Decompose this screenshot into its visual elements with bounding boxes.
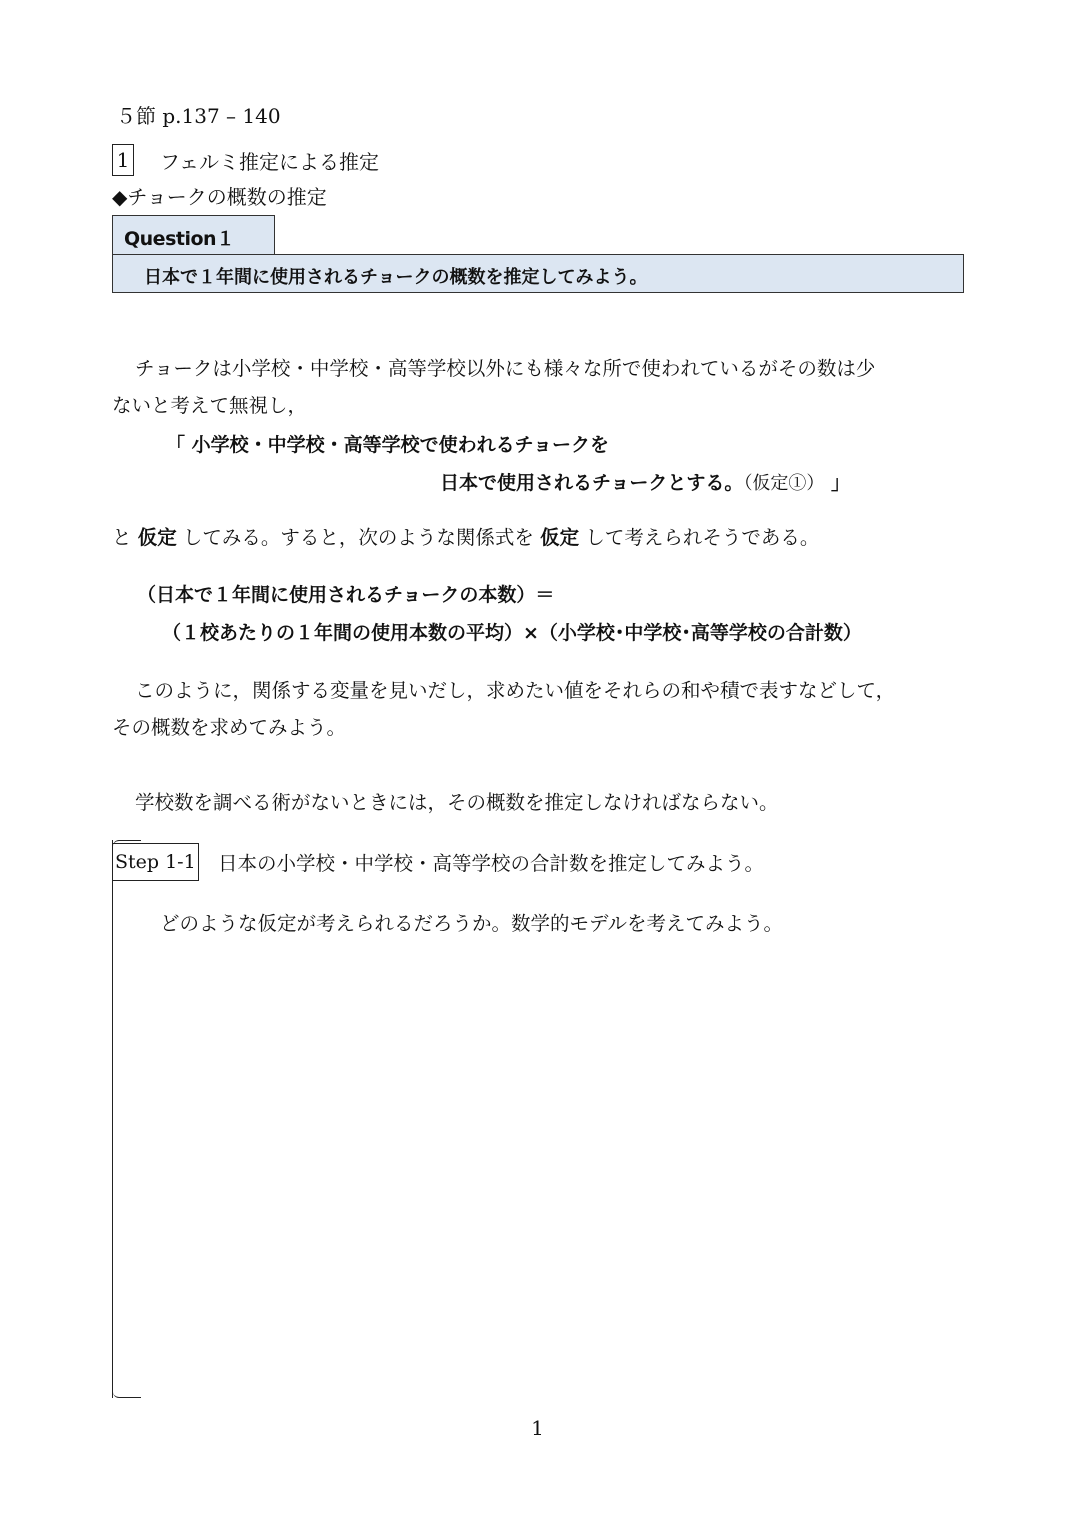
formula-line-1: （日本で１年間に使用されるチョークの本数）＝ xyxy=(137,584,555,606)
heading-number-box: 1 xyxy=(112,144,134,176)
assumption-tag: （仮定①） xyxy=(743,473,825,494)
question-text: 日本で１年間に使用されるチョークの概数を推定してみよう。 xyxy=(144,267,648,288)
step-prompt: どのような仮定が考えられるだろうか。数学的モデルを考えてみよう。 xyxy=(160,912,784,935)
keyword-assumption-1: 仮定 xyxy=(137,526,177,549)
assume-prefix: と xyxy=(112,526,138,549)
assumption-line-2 xyxy=(440,468,850,495)
assumption-text: 日本で使用されるチョークとする。 xyxy=(440,472,744,494)
question-tab xyxy=(112,215,275,255)
question-label: Question１ xyxy=(124,228,235,250)
assume-middle: してみる。すると，次のような関係式を xyxy=(176,526,541,549)
step-label-box: Step 1-1 xyxy=(112,843,199,881)
step-text: 日本の小学校・中学校・高等学校の合計数を推定してみよう。 xyxy=(218,852,765,875)
keyword-assumption-2: 仮定 xyxy=(540,526,580,549)
assumption-close-bracket: 」 xyxy=(824,472,851,494)
paragraph-2-line-2: その概数を求めてみよう。 xyxy=(112,716,347,739)
section-reference: ５節 p.137 – 140 xyxy=(116,104,281,128)
subheading: ◆チョークの概数の推定 xyxy=(112,185,327,209)
paragraph-2-line-1: このように，関係する変量を見いだし，求めたい値をそれらの和や積で表すなどして， xyxy=(135,679,896,702)
paragraph-3: 学校数を調べる術がないときには，その概数を推定しなければならない。 xyxy=(135,791,779,814)
answer-area-bracket xyxy=(112,840,140,1398)
assumption-sentence xyxy=(112,522,819,550)
question-box xyxy=(112,254,964,293)
assume-suffix: して考えられそうである。 xyxy=(579,526,820,549)
paragraph-1-line-2: ないと考えて無視し， xyxy=(112,394,308,417)
heading-title: フェルミ推定による推定 xyxy=(160,150,379,174)
paragraph-1-line-1: チョークは小学校・中学校・高等学校以外にも様々な所で使われているがその数は少 xyxy=(135,357,876,380)
formula-line-2: （１校あたりの１年間の使用本数の平均）×（小学校･中学校･高等学校の合計数） xyxy=(162,622,862,644)
assumption-line-1: 「 小学校・中学校・高等学校で使われるチョークを xyxy=(166,434,610,456)
bracket-bottom-corner xyxy=(113,1392,141,1398)
page-number: 1 xyxy=(531,1416,544,1440)
